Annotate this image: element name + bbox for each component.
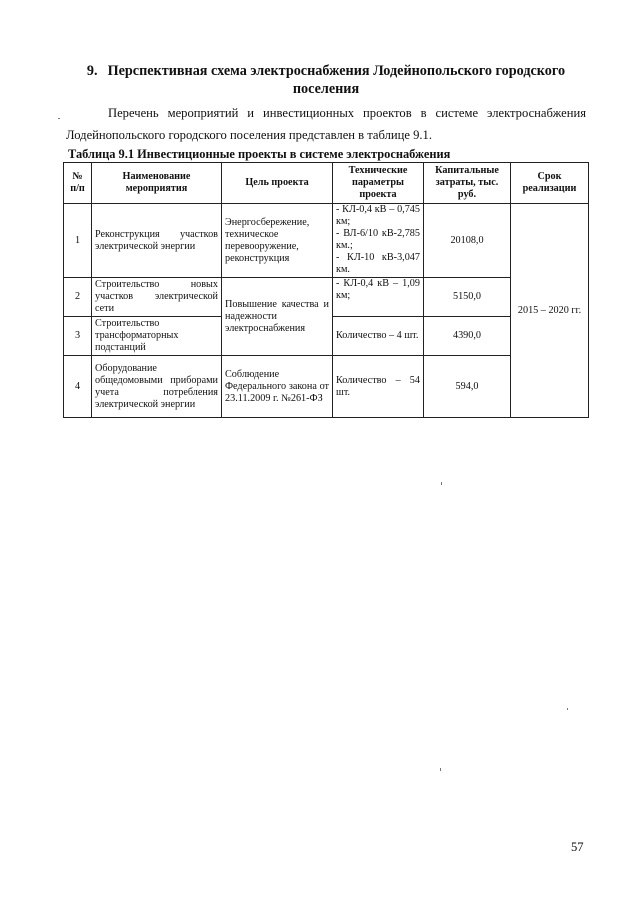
- scan-speck: [441, 482, 442, 485]
- table-header-row: [64, 163, 589, 204]
- scan-speck: [567, 708, 568, 710]
- rows-2-3-goal: Повышение качества и надежности электроснабжения: [222, 278, 333, 356]
- row-1-cost: 20108,0: [424, 204, 511, 278]
- row-1-num: 1: [64, 204, 92, 278]
- row-1-param-1: - КЛ-0,4 кВ – 0,745 км;: [336, 204, 420, 227]
- header-params: Технические параметры проекта: [333, 163, 424, 204]
- intro-paragraph: [66, 102, 586, 146]
- row-4-params: [333, 356, 424, 418]
- row-2-num: 2: [64, 278, 92, 317]
- term-cell: 2015 – 2020 гг.: [511, 204, 589, 418]
- row-3-param-1: Количество – 4 шт.: [336, 330, 419, 341]
- section-title-line-2: поселения: [292, 81, 360, 97]
- header-cost: Капитальные затраты, тыс. руб.: [424, 163, 511, 204]
- row-4-cost: 594,0: [424, 356, 511, 418]
- row-1-params: [333, 204, 424, 278]
- header-name: Наименование мероприятия: [92, 163, 222, 204]
- row-3-name: Строительство трансформаторных подстанций: [92, 317, 222, 356]
- table-row: [64, 278, 589, 317]
- row-1-goal: Энергосбережение, техническое перевооружение, реконструкция: [222, 204, 333, 278]
- row-4-param-1: Количество – 54 шт.: [336, 374, 420, 398]
- page-number: 57: [571, 840, 584, 854]
- row-1-name: Реконструкция участков электрической энергии: [92, 204, 222, 278]
- section-number: 9.: [86, 63, 98, 79]
- row-3-num: 3: [64, 317, 92, 356]
- scan-speck: [440, 768, 441, 771]
- section-heading: [66, 62, 586, 98]
- row-4-num: 4: [64, 356, 92, 418]
- row-1-param-2: - ВЛ-6/10 кВ-2,785 км.;: [336, 228, 420, 251]
- intro-line-1: Перечень мероприятий и инвестиционных проектов в системе электроснабжения: [108, 106, 586, 120]
- investment-table: [63, 162, 589, 418]
- row-4-goal: Соблюдение Федерального закона от 23.11.2009 г. №261-ФЗ: [222, 356, 333, 418]
- header-term: Срок реализации: [511, 163, 589, 204]
- row-4-name: Оборудование общедомовыми приборами учета потребления электрической энергии: [92, 356, 222, 418]
- header-goal: Цель проекта: [222, 163, 333, 204]
- row-2-params: [333, 278, 424, 317]
- table-row: [64, 204, 589, 278]
- header-num: № п/п: [64, 163, 92, 204]
- row-1-param-3: - КЛ-10 кВ-3,047 км.: [336, 252, 420, 275]
- section-title-line-1: Перспективная схема электроснабжения Лодейнопольского городского: [107, 63, 566, 79]
- row-2-cost: 5150,0: [424, 278, 511, 317]
- scan-speck: [58, 118, 60, 119]
- table-row: [64, 356, 589, 418]
- row-3-params: [333, 317, 424, 356]
- table-caption: Таблица 9.1 Инвестиционные проекты в системе электроснабжения: [68, 147, 451, 161]
- row-2-name: Строительство новых участков электрической сети: [92, 278, 222, 317]
- row-3-cost: 4390,0: [424, 317, 511, 356]
- row-2-param-1: - КЛ-0,4 кВ – 1,09 км;: [336, 278, 420, 301]
- intro-line-2: Лодейнопольского городского поселения представлен в таблице 9.1.: [66, 128, 432, 142]
